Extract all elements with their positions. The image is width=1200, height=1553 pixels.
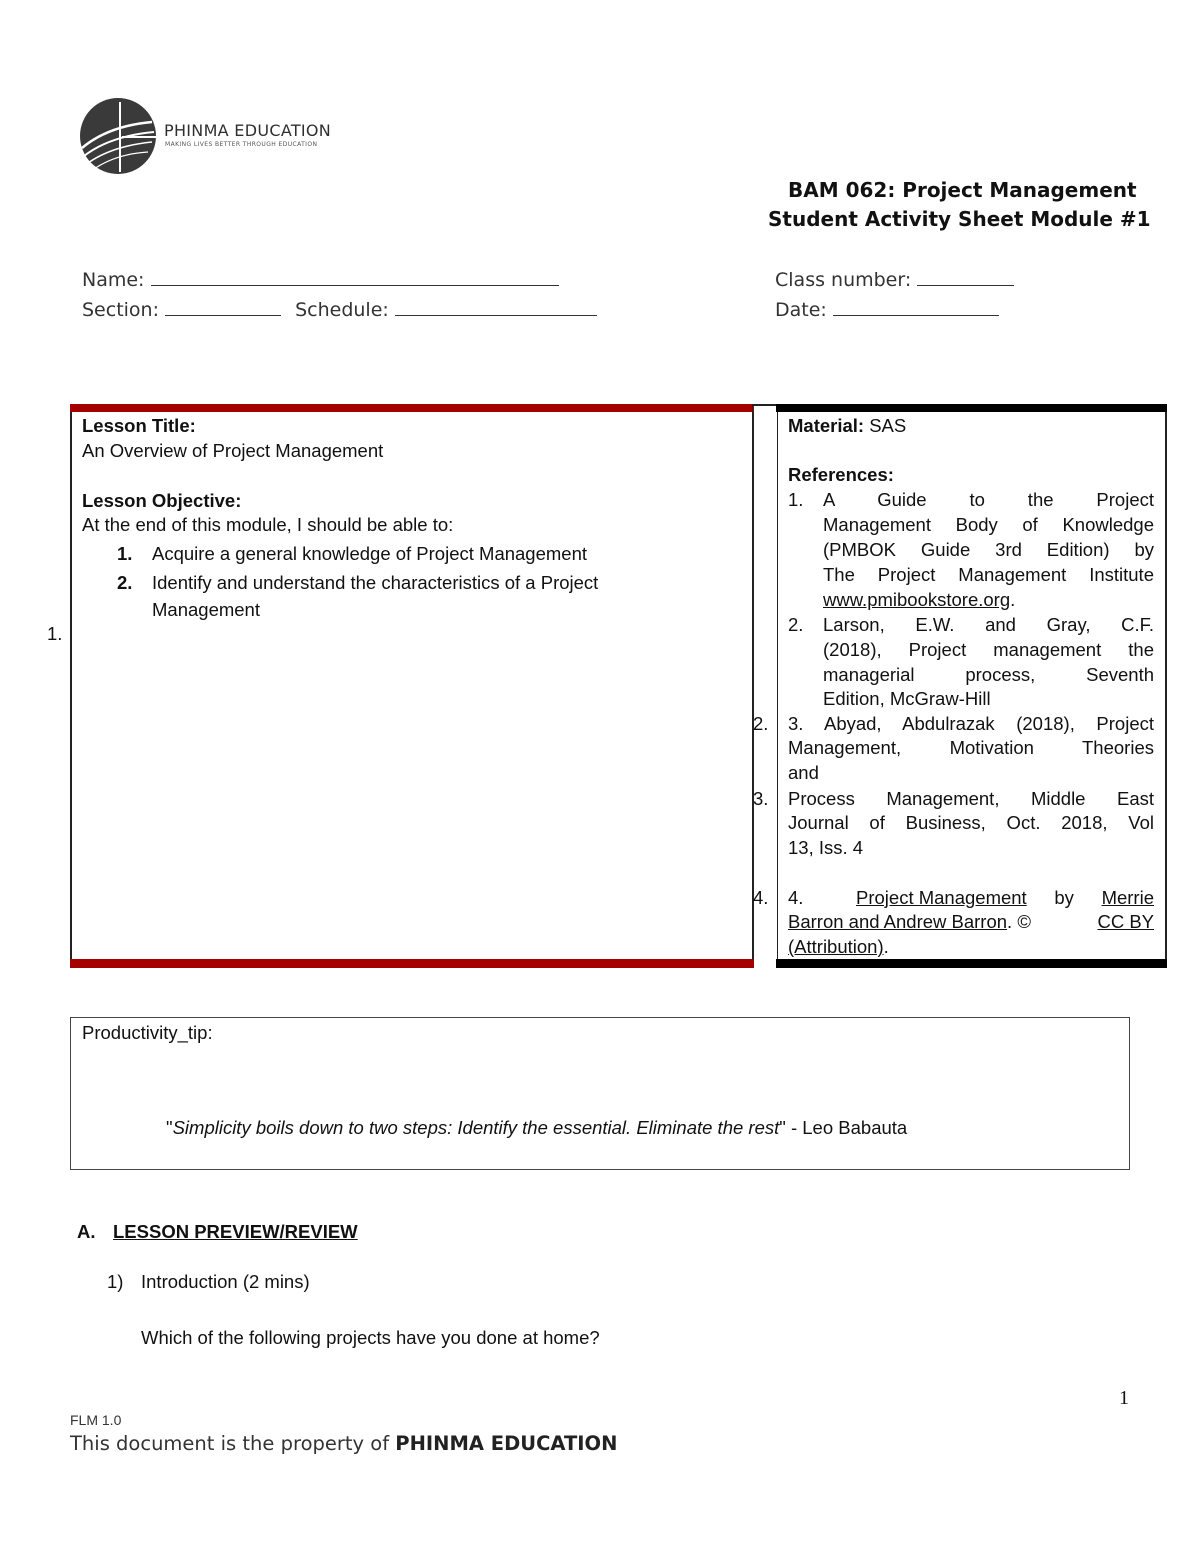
reference-3-line: Process Management, Middle East	[788, 788, 1154, 809]
middle-column	[752, 404, 778, 960]
quote-close-mark: "	[779, 1117, 786, 1138]
section-a-letter: A.	[77, 1221, 96, 1242]
class-number-field	[775, 267, 1014, 291]
reference-4-line	[856, 886, 1154, 911]
logo	[78, 96, 158, 176]
references-label: References:	[788, 464, 894, 485]
property-notice	[70, 1432, 617, 1455]
date-field	[775, 297, 999, 321]
class-number-label: Class number:	[775, 269, 912, 291]
sheet-title: Student Activity Sheet Module #1	[768, 207, 1151, 231]
property-owner: PHINMA EDUCATION	[395, 1432, 618, 1455]
reference-3-line: Management, Motivation Theories	[788, 737, 1154, 758]
pmibookstore-link[interactable]: www.pmibookstore.org	[823, 589, 1011, 610]
section-a-heading: LESSON PREVIEW/REVIEW	[113, 1221, 358, 1242]
reference-4-number: 4.	[788, 887, 804, 908]
middle-marker-3: 3.	[753, 788, 769, 809]
intro-item-number: 1)	[107, 1271, 124, 1292]
lesson-top-border	[70, 404, 754, 412]
references-top-border	[776, 404, 1167, 412]
class-number-input[interactable]	[917, 267, 1014, 286]
lesson-title-label: Lesson Title:	[82, 415, 196, 436]
project-management-link[interactable]: Project Management	[856, 887, 1027, 908]
middle-marker-4: 4.	[753, 887, 769, 908]
middle-top-border	[752, 404, 778, 406]
attribution-link[interactable]: (Attribution)	[788, 936, 884, 957]
productivity-tip-box	[70, 1017, 1130, 1170]
objective-1-number: 1.	[117, 543, 133, 564]
reference-4-line-2	[788, 910, 1154, 935]
version-label: FLM 1.0	[70, 1412, 122, 1428]
reference-2-line: managerial process, Seventh	[823, 664, 1154, 685]
lesson-objective-intro: At the end of this module, I should be able to:	[82, 514, 454, 535]
productivity-tip-quote	[166, 1116, 907, 1141]
reference-3-line: and	[788, 762, 819, 783]
schedule-label: Schedule:	[295, 299, 389, 321]
references-bottom-border	[776, 959, 1167, 968]
reference-1-line: (PMBOK Guide 3rd Edition) by	[823, 539, 1154, 560]
date-label: Date:	[775, 299, 827, 321]
reference-1-line: Management Body of Knowledge	[823, 514, 1154, 535]
reference-2-line: Larson, E.W. and Gray, C.F.	[823, 614, 1154, 635]
middle-marker-2: 2.	[753, 713, 769, 734]
section-schedule-field	[82, 297, 597, 321]
reference-1-number: 1.	[788, 489, 804, 510]
page-number: 1	[1119, 1387, 1129, 1409]
left-list-marker: 1.	[47, 623, 63, 644]
merrie-link[interactable]: Merrie	[1101, 887, 1154, 908]
section-label: Section:	[82, 299, 159, 321]
intro-item-text: Introduction (2 mins)	[141, 1271, 310, 1292]
productivity-tip-label: Productivity_tip:	[82, 1022, 213, 1043]
reference-1-line: The Project Management Institute	[823, 564, 1154, 585]
reference-1-line: A Guide to the Project	[823, 489, 1154, 510]
reference-3-line: 3. Abyad, Abdulrazak (2018), Project	[788, 713, 1154, 734]
name-input[interactable]	[151, 267, 559, 286]
quote-text: Simplicity boils down to two steps: Identify the essential. Eliminate the rest	[172, 1117, 780, 1138]
quote-attribution: - Leo Babauta	[785, 1117, 908, 1138]
quote-open-mark: "	[166, 1117, 173, 1138]
course-title: BAM 062: Project Management	[788, 178, 1137, 202]
intro-question: Which of the following projects have you done at home?	[141, 1327, 600, 1348]
reference-1-period: .	[1010, 589, 1016, 610]
objective-2-number: 2.	[117, 572, 133, 593]
property-text: This document is the property of	[70, 1432, 396, 1455]
authors-link[interactable]: Barron and Andrew Barron	[788, 911, 1008, 932]
logo-emblem-icon	[78, 96, 158, 176]
reference-4-end: .	[883, 936, 889, 957]
logo-tagline: MAKING LIVES BETTER THROUGH EDUCATION	[165, 141, 318, 148]
material-value: SAS	[869, 415, 907, 436]
lesson-objective-label: Lesson Objective:	[82, 490, 242, 511]
name-label: Name:	[82, 269, 145, 291]
material-line	[788, 414, 906, 439]
logo-wordmark: PHINMA EDUCATION	[164, 121, 332, 140]
section-input[interactable]	[165, 297, 281, 316]
reference-2-number: 2.	[788, 614, 804, 635]
lesson-bottom-border	[70, 959, 754, 968]
objective-1-text: Acquire a general knowledge of Project Management	[152, 543, 588, 564]
reference-3-line: Journal of Business, Oct. 2018, Vol	[788, 812, 1154, 833]
name-field	[82, 267, 559, 291]
reference-3-line: 13, Iss. 4	[788, 837, 864, 858]
lesson-title-value: An Overview of Project Management	[82, 440, 384, 461]
date-input[interactable]	[833, 297, 999, 316]
objective-2-text: Identify and understand the characteristics of a Project	[152, 572, 599, 593]
schedule-input[interactable]	[395, 297, 597, 316]
reference-1-link-line	[823, 588, 1015, 613]
material-label: Material:	[788, 415, 865, 436]
reference-4-by: by	[1054, 887, 1074, 908]
cc-by-link[interactable]: CC BY	[1097, 911, 1154, 932]
reference-4-line-3	[788, 935, 889, 960]
objective-2-text-continued: Management	[152, 599, 260, 620]
reference-4-copyright: . ©	[1007, 911, 1031, 932]
reference-2-line: (2018), Project management the	[823, 639, 1154, 660]
reference-2-line: Edition, McGraw-Hill	[823, 688, 991, 709]
